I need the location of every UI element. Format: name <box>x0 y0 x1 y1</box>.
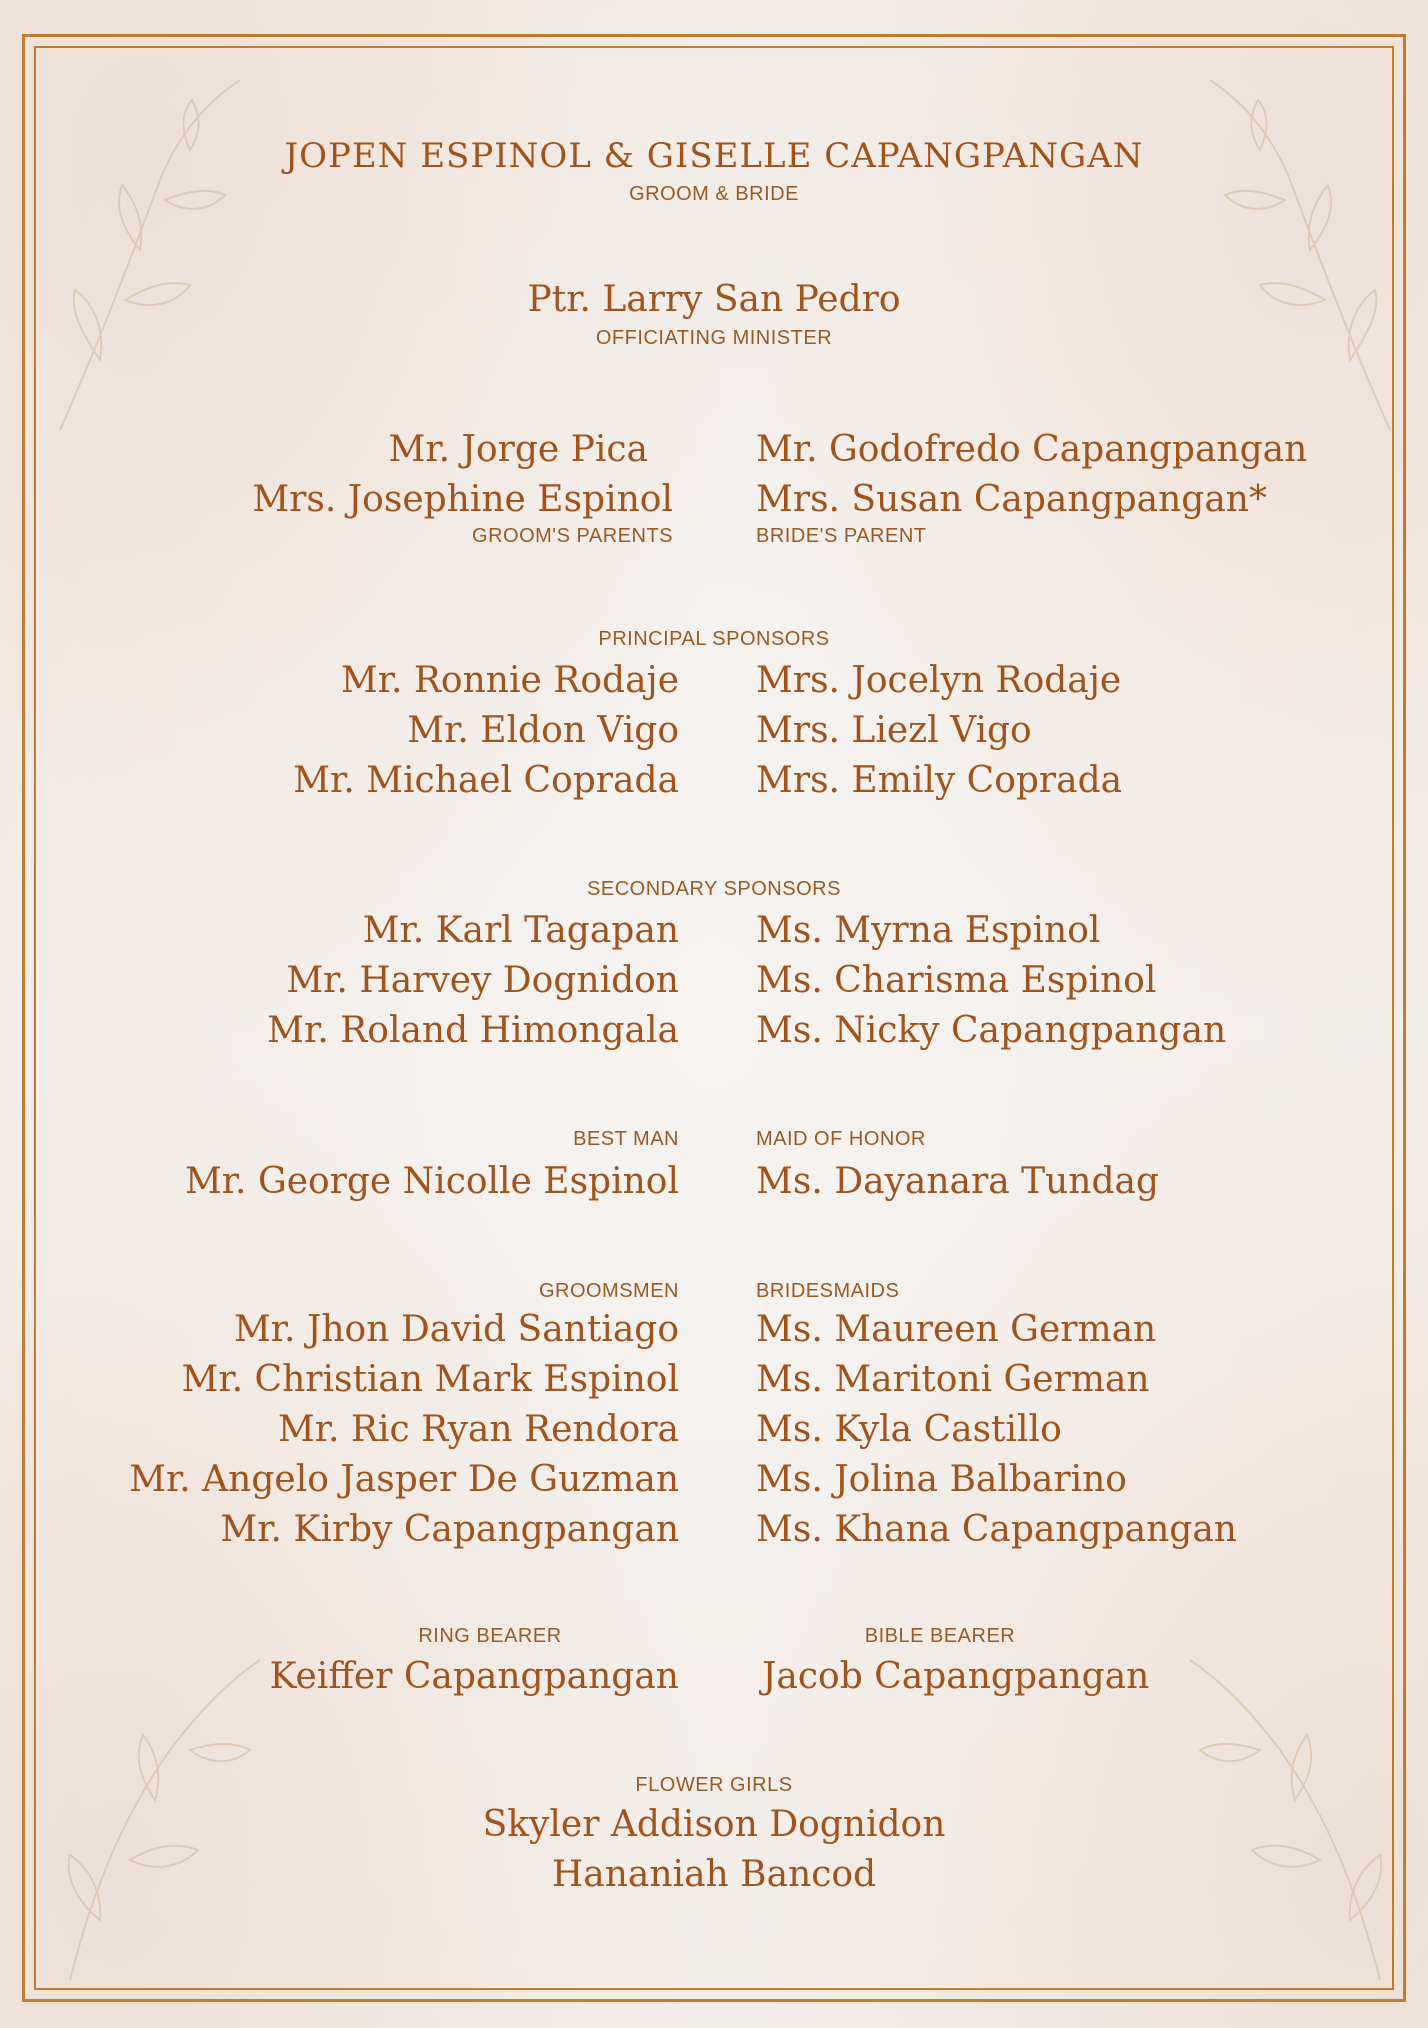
secondary-sponsor: Mr. Roland Himongala <box>267 1010 679 1051</box>
principal-sponsor: Mr. Ronnie Rodaje <box>340 660 679 701</box>
bridesmaid: Ms. Maureen German <box>756 1309 1157 1350</box>
principal-sponsors-label: PRINCIPAL SPONSORS <box>598 628 830 650</box>
principal-sponsor: Mrs. Liezl Vigo <box>756 710 1032 751</box>
groomsman: Mr. Christian Mark Espinol <box>181 1359 679 1400</box>
secondary-sponsor: Mr. Harvey Dognidon <box>286 960 679 1001</box>
secondary-sponsors-women <box>756 906 1226 1056</box>
principal-sponsor: Mrs. Emily Coprada <box>756 760 1123 801</box>
bride-parents <box>756 425 1307 525</box>
couple-names: JOPEN ESPINOL & GISELLE CAPANGPANGAN <box>284 136 1144 176</box>
bridesmaid: Ms. Jolina Balbarino <box>756 1459 1127 1500</box>
groomsmen-label: GROOMSMEN <box>538 1280 679 1302</box>
groomsman: Mr. Kirby Capangpangan <box>220 1509 679 1550</box>
principal-sponsors-women <box>756 656 1122 806</box>
minister-name: Ptr. Larry San Pedro <box>527 279 901 320</box>
groom-parents <box>252 425 673 525</box>
groomsmen-list <box>129 1305 679 1555</box>
secondary-sponsor: Mr. Karl Tagapan <box>362 910 679 951</box>
bridesmaid: Ms. Khana Capangpangan <box>756 1509 1237 1550</box>
secondary-sponsor: Ms. Myrna Espinol <box>756 910 1101 951</box>
bride-mother: Mrs. Susan Capangpangan* <box>756 479 1267 520</box>
secondary-sponsor: Ms. Nicky Capangpangan <box>756 1010 1227 1051</box>
bridesmaid: Ms. Kyla Castillo <box>756 1409 1062 1450</box>
groom-mother: Mrs. Josephine Espinol <box>252 479 673 520</box>
groomsman: Mr. Angelo Jasper De Guzman <box>129 1459 679 1500</box>
minister-label: OFFICIATING MINISTER <box>595 327 833 349</box>
principal-sponsor: Mr. Eldon Vigo <box>407 710 679 751</box>
bridesmaid: Ms. Maritoni German <box>756 1359 1150 1400</box>
maid-of-honor-name: Ms. Dayanara Tundag <box>756 1161 1160 1202</box>
bridesmaids-list <box>756 1305 1237 1555</box>
secondary-sponsors-label: SECONDARY SPONSORS <box>587 878 841 900</box>
flower-girls-list <box>0 1800 1428 1900</box>
principal-sponsor: Mrs. Jocelyn Rodaje <box>756 660 1122 701</box>
best-man-name: Mr. George Nicolle Espinol <box>184 1161 679 1202</box>
ring-bearer-name: Keiffer Capangpangan <box>269 1656 679 1697</box>
groomsman: Mr. Ric Ryan Rendora <box>277 1409 679 1450</box>
bridesmaids-label: BRIDESMAIDS <box>756 1280 900 1302</box>
groom-parents-label: GROOM'S PARENTS <box>472 525 673 547</box>
groomsman: Mr. Jhon David Santiago <box>233 1309 679 1350</box>
secondary-sponsors-men <box>267 906 679 1056</box>
bible-bearer-name: Jacob Capangpangan <box>762 1656 1150 1697</box>
flower-girls-label: FLOWER GIRLS <box>635 1774 793 1796</box>
principal-sponsor: Mr. Michael Coprada <box>293 760 679 801</box>
bible-bearer-label: BIBLE BEARER <box>864 1625 1016 1647</box>
flower-girl: Hananiah Bancod <box>551 1854 877 1895</box>
best-man-label: BEST MAN <box>573 1128 679 1150</box>
ring-bearer-label: RING BEARER <box>418 1625 562 1647</box>
secondary-sponsor: Ms. Charisma Espinol <box>756 960 1157 1001</box>
couple-label: GROOM & BRIDE <box>629 183 799 205</box>
bride-father: Mr. Godofredo Capangpangan <box>756 429 1308 470</box>
groom-father: Mr. Jorge Pica <box>388 429 648 470</box>
principal-sponsors-men <box>293 656 679 806</box>
flower-girl: Skyler Addison Dognidon <box>482 1804 946 1845</box>
bride-parents-label: BRIDE'S PARENT <box>756 525 927 547</box>
maid-of-honor-label: MAID OF HONOR <box>756 1128 926 1150</box>
